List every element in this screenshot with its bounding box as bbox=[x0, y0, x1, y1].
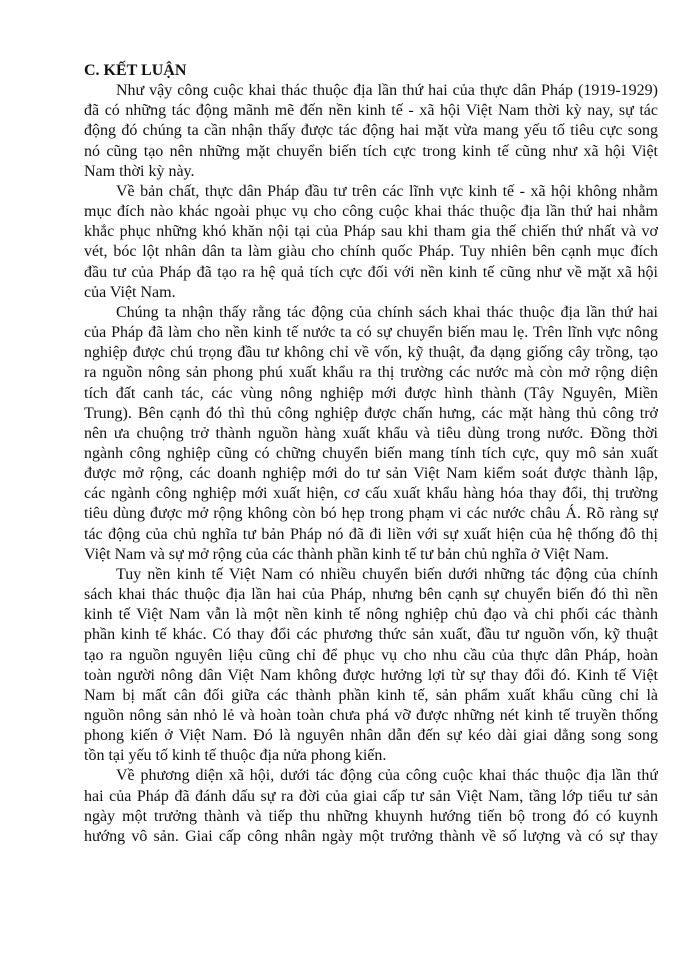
document-page bbox=[84, 61, 658, 847]
paragraph bbox=[84, 565, 658, 767]
text-line: ngành công nghiệp cũng có chững chuyển biến mang tính tích cực, quy mô sản xuất bbox=[84, 444, 658, 462]
text-line: Tuy nền kinh tế Việt Nam có nhiều chuyển biến dưới những tác động của chính bbox=[116, 565, 658, 583]
text-line: các ngành công nghiệp mới xuất hiện, cơ cấu xuất khẩu hàng hóa thay đổi, thị trường bbox=[84, 485, 658, 503]
text-line: sách khai thác thuộc địa lần hai của Pháp, nhưng bên cạnh sự chuyển biến đó thì nền bbox=[84, 586, 658, 604]
text-line: ngày một trưởng thành và tiếp thu những khuynh hướng tiến bộ trong đó có kuynh bbox=[84, 807, 658, 825]
text-line: khắc phục những khó khăn nội tại của Pháp sau khi tham gia thế chiến thứ nhất và vơ bbox=[84, 223, 658, 241]
text-line: hai của Pháp đã đánh dấu sự ra đời của giai cấp tư sản Việt Nam, tầng lớp tiểu tư sản bbox=[84, 787, 658, 805]
text-line: ra nguồn nông sản phong phú xuất khẩu ra thị trường các nước mà còn mở rộng diện bbox=[84, 364, 658, 382]
text-line: toàn người nông dân Việt Nam không được hưởng lợi từ sự thay đổi đó. Kinh tế Việt bbox=[84, 666, 658, 684]
document-body bbox=[84, 81, 658, 847]
paragraph bbox=[84, 303, 658, 565]
text-line: tồn tại yếu tố kinh tế thuộc địa nửa phong kiến. bbox=[84, 747, 387, 765]
text-line: Như vậy công cuộc khai thác thuộc địa lần thứ hai của thực dân Pháp (1919-1929) bbox=[116, 82, 658, 100]
text-line: hướng vô sản. Giai cấp công nhân ngày một trưởng thành về số lượng và có sự thay bbox=[84, 827, 658, 845]
text-line: tác động của chủ nghĩa tư bản Pháp nó đã đi liền với sự xuất hiện của hệ thống đô thị bbox=[84, 525, 658, 543]
text-line: động đó chúng ta cần nhận thấy được tác động hai mặt vừa mang yếu tố tiêu cực song bbox=[84, 122, 658, 140]
text-line: Nam bị mất cân đối giữa các thành phần kinh tế, sản phẩm xuất khẩu cũng chỉ là bbox=[84, 686, 658, 704]
text-line: của Pháp đã làm cho nền kinh tế nước ta có sự chuyển biến mau lẹ. Trên lĩnh vực nông bbox=[84, 324, 658, 342]
text-line: mục đích nào khác ngoài phục vụ cho công cuộc khai thác thuộc địa lần thứ hai nhằm bbox=[84, 203, 658, 221]
text-line: nguồn nông sản nhỏ lẻ và hoàn toàn chưa phá vỡ được những nét kinh tế truyền thống bbox=[84, 707, 658, 724]
text-line: đã có những tác động mãnh mẽ đến nền kinh tế - xã hội Việt Nam thời kỳ nay, sự tác bbox=[84, 102, 658, 120]
text-line: nghiệp được chú trọng đầu tư không chỉ về vốn, kỹ thuật, đa dạng giống cây trồng, tạo bbox=[84, 344, 658, 362]
text-line: Về phương diện xã hội, dưới tác động của công cuộc khai thác thuộc địa lần thứ bbox=[116, 767, 658, 785]
text-line: Việt Nam và sự mở rộng của các thành phần kinh tế tư bản chủ nghĩa ở Việt Nam. bbox=[84, 545, 609, 563]
text-line: tiêu dùng được mở rộng không còn bó hẹp trong phạm vi các nước châu Á. Rõ ràng sự bbox=[84, 505, 658, 523]
text-line: Nam thời kỳ này. bbox=[84, 162, 195, 180]
text-line: phần kinh tế khác. Có thay đổi các phương thức sản xuất, đầu tư nguồn vốn, kỹ thuật bbox=[84, 626, 658, 644]
text-line: nó cũng tạo nên những mặt chuyển biến tích cực trong kinh tế cũng như xã hội Việt bbox=[84, 142, 658, 160]
text-line: được mở rộng, các doanh nghiệp mới do tư sản Việt Nam kiểm soát được thành lập, bbox=[84, 465, 658, 483]
text-line: Về bản chất, thực dân Pháp đầu tư trên các lĩnh vực kinh tế - xã hội không nhằm bbox=[116, 182, 658, 200]
text-line: Trung). Bên cạnh đó thì thủ công nghiệp được chấn hưng, các mặt hàng thủ công trở bbox=[84, 404, 658, 422]
text-line: vét, bóc lột nhân dân ta làm giàu cho chính quốc Pháp. Tuy nhiên bên cạnh mục đích bbox=[84, 243, 658, 261]
text-line: kinh tế Việt Nam vẫn là một nền kinh tế nông nghiệp chủ đạo và chi phối các thành bbox=[84, 606, 658, 624]
text-line: tích đất canh tác, các vùng nông nghiệp mới được hình thành (Tây Nguyên, Miền bbox=[84, 384, 658, 402]
text-line: Chúng ta nhận thấy rằng tác động của chính sách khai thác thuộc địa lần thứ hai bbox=[116, 303, 658, 321]
text-line: tạo ra nguồn nguyên liệu cũng chỉ để phục vụ cho nhu cầu của thực dân Pháp, hoàn bbox=[84, 646, 658, 664]
paragraph bbox=[84, 81, 658, 182]
paragraph bbox=[84, 182, 658, 303]
text-line: phong kiến ở Việt Nam. Đó là nguyên nhân dẫn đến sự kéo dài giai dẳng song song bbox=[84, 727, 658, 745]
text-line: nên ưa chuộng trở thành nguồn hàng xuất khẩu và tiêu dùng trong nước. Đồng thời bbox=[84, 424, 658, 442]
section-heading: C. KẾT LUẬN bbox=[84, 62, 187, 79]
paragraph bbox=[84, 766, 658, 847]
text-line: đầu tư của Pháp đã tạo ra hệ quả tích cực đối với nền kinh tế cũng như về mặt xã hội bbox=[84, 263, 658, 281]
text-line: của Việt Nam. bbox=[84, 283, 176, 301]
